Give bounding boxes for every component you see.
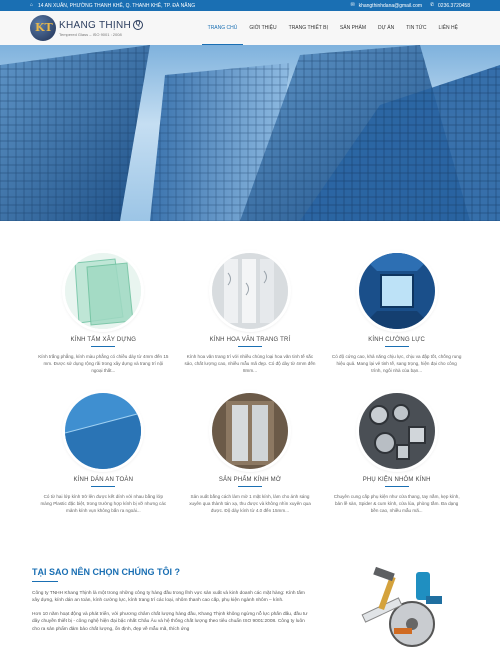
envelope-icon: ✉ bbox=[350, 2, 355, 8]
divider bbox=[91, 486, 115, 487]
divider bbox=[91, 346, 115, 347]
phone-link[interactable] bbox=[430, 3, 470, 9]
product-title[interactable]: PHỤ KIỆN NHÔM KÍNH bbox=[362, 476, 431, 483]
product-image-aluminum-accessories[interactable] bbox=[359, 393, 435, 469]
site-header bbox=[0, 11, 500, 45]
why-heading: TẠI SAO NÊN CHỌN CHÚNG TÔI ? bbox=[32, 567, 180, 577]
main-nav bbox=[202, 11, 464, 45]
product-card[interactable] bbox=[177, 393, 324, 515]
nav-products[interactable]: SẢN PHẨM bbox=[339, 25, 367, 31]
logo-tagline: Tempered Glass – ISO 9001 : 2008 bbox=[59, 31, 122, 37]
product-card[interactable] bbox=[177, 253, 324, 375]
tools-image bbox=[356, 566, 448, 650]
product-image-frosted-glass[interactable] bbox=[212, 393, 288, 469]
product-card[interactable] bbox=[323, 253, 470, 375]
logo-q-mark: Q bbox=[133, 20, 143, 30]
product-image-patterned-glass[interactable] bbox=[212, 253, 288, 329]
nav-about[interactable]: GIỚI THIỆU bbox=[249, 25, 277, 31]
nav-projects[interactable]: DỰ ÁN bbox=[378, 25, 395, 31]
products-section bbox=[0, 221, 500, 514]
product-desc: Kính hoa văn trang trí với nhiều chủng loại hoa văn tinh tế sắc sảo, chất lượng cao, nhiều mẫu mã đẹp. Có độ dày từ 4mm đến 8mm... bbox=[184, 354, 316, 374]
why-paragraph-1: Công ty TNHH Khang Thịnh là một trong những công ty hàng đầu trong lĩnh vực sản xuất và kinh doanh các mặt hàng: Kính tấm xây dựng, kính dán an toàn, kính cường lực, kính trang trí các loại, nhôm thanh cao cấp, phụ kiện ngành nhôm – kính. bbox=[32, 591, 305, 604]
nav-equipment[interactable]: TRANG THIẾT BỊ bbox=[288, 25, 328, 31]
product-desc: Có độ cứng cao, khả năng chịu lực, chịu va đập tốt, chống rung hiệu quả. Mang lại vẻ tinh tế, sang trọng, hiện đại cho công trình, ngôi nhà của bạn... bbox=[331, 354, 462, 374]
email-text: khangthinhdana@gmail.com bbox=[358, 2, 423, 9]
divider bbox=[238, 346, 262, 347]
product-title[interactable]: KÍNH CƯỜNG LỰC bbox=[368, 337, 426, 343]
product-card[interactable] bbox=[30, 393, 177, 515]
logo-name: KHANG THỊNH bbox=[59, 19, 132, 31]
hero-banner bbox=[0, 45, 500, 221]
skyscraper-image bbox=[0, 45, 500, 221]
logo[interactable] bbox=[30, 15, 143, 41]
product-desc: Có từ hai lớp kính trở lên được kết dính với nhau bằng lớp màng Plastic đặc biệt, trong trường hợp kính bị vỡ nhưng các mảnh kính vụn không bắn ra ngoài... bbox=[40, 493, 167, 514]
top-bar bbox=[0, 0, 500, 11]
address-text: 14 AN XUÂN, PHƯỜNG THANH KHÊ, Q. THANH KHÊ, TP. ĐÀ NẴNG bbox=[38, 2, 196, 9]
phone-icon: ✆ bbox=[430, 2, 435, 8]
why-paragraph-2: Hơn 10 năm hoạt động và phát triển, với phương châm chất lượng hàng đầu, Khang Thịnh không ngừng nỗ lực phấn đấu, đầu tư dây chuyền thiết bị - công nghệ hiện đại bậc nhất Châu Âu và hệ thống chất lượng theo tiêu chuẩn ISO 9001:2008. Công ty luôn cho ra sản phẩm đảm bảo chất lượng, ổn định, đẹp về mẫu mã, thích ứng bbox=[32, 611, 308, 632]
email-link[interactable] bbox=[351, 3, 422, 9]
divider bbox=[385, 486, 409, 487]
divider bbox=[385, 346, 409, 347]
product-image-tempered-glass[interactable] bbox=[359, 253, 435, 329]
nav-news[interactable]: TIN TỨC bbox=[406, 25, 427, 31]
why-choose-us bbox=[32, 567, 312, 639]
product-desc: Kính trắng phẳng, kính màu phẳng có chiều dày từ 4mm đến 15 mm. Được sử dụng rộng rãi trong xây dựng và trang trí nội ngoại thất... bbox=[38, 354, 169, 374]
product-title[interactable]: KÍNH DÁN AN TOÀN bbox=[73, 476, 134, 483]
divider bbox=[32, 581, 58, 582]
phone-text: 0236.3720458 bbox=[438, 2, 470, 9]
product-image-laminated-glass[interactable] bbox=[65, 393, 141, 469]
nav-contact[interactable]: LIÊN HỆ bbox=[438, 25, 458, 31]
nav-home[interactable]: TRANG CHỦ bbox=[202, 11, 244, 45]
logo-emblem bbox=[30, 15, 56, 41]
product-title[interactable]: KÍNH HOA VĂN TRANG TRÍ bbox=[209, 337, 291, 343]
product-desc: Sản xuất bằng cách làm mờ 1 mặt kính, làm cho ánh sáng xuyên qua thành tán xạ, thu được và không nhìn xuyên qua được. Độ dày kính từ 4.0 đến 15mm... bbox=[189, 493, 311, 514]
product-card[interactable] bbox=[323, 393, 470, 515]
product-image-flat-glass[interactable] bbox=[65, 253, 141, 329]
divider bbox=[238, 486, 262, 487]
product-title[interactable]: KÍNH TẤM XÂY DỰNG bbox=[70, 337, 137, 343]
address bbox=[30, 3, 195, 9]
home-icon: ⌂ bbox=[30, 2, 34, 8]
product-desc: Chuyên cung cấp phụ kiện như cửa thang, tay nắm, kẹp kính, bản lề sàn, Spider & cum kính, cửa lùa, phòng tắm. Đa dạng bền cao, nhiều mẫu mã... bbox=[333, 493, 460, 514]
product-title[interactable]: SẢN PHẨM KÍNH MỜ bbox=[218, 476, 282, 483]
product-card[interactable] bbox=[30, 253, 177, 375]
